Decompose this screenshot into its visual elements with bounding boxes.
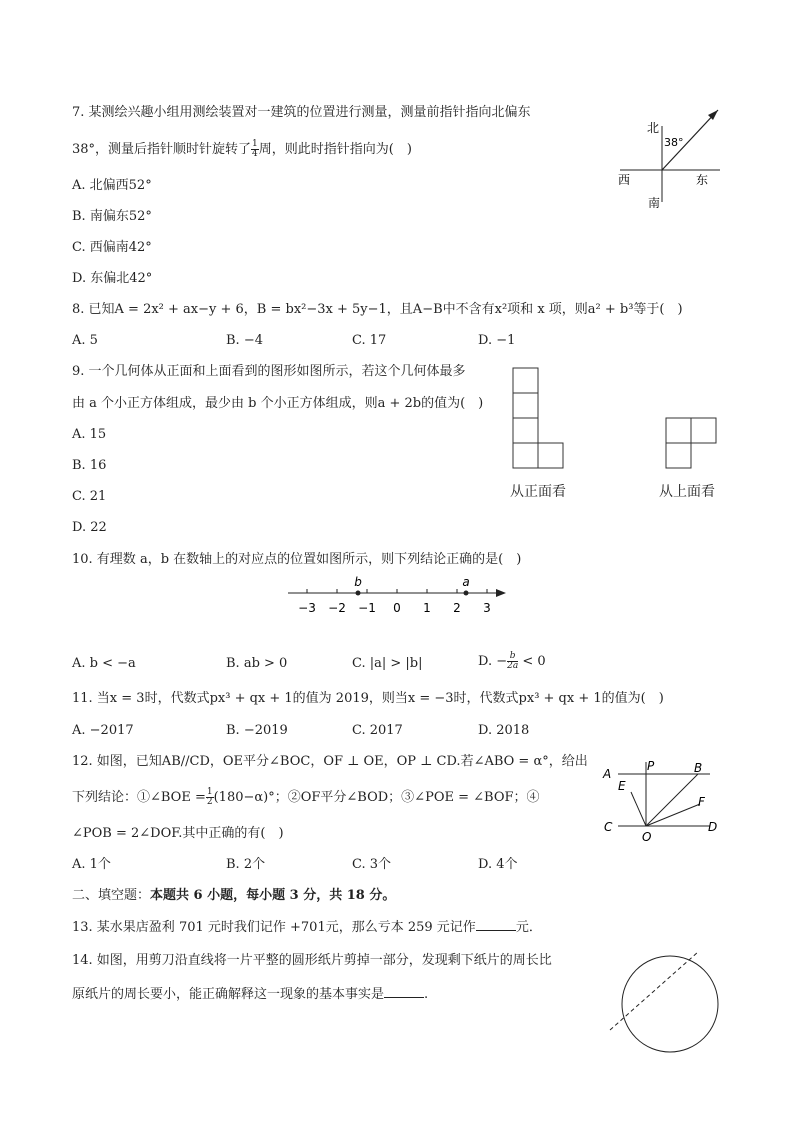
q9-top-label: 从上面看: [659, 484, 715, 500]
q9-top-view: [666, 418, 716, 468]
q9-line1: 9. 一个几何体从正面和上面看到的图形如图所示，若这个几何体最多: [72, 364, 466, 379]
q14-circle: [622, 956, 718, 1052]
q13-text-pre: 13. 某水果店盈利 701 元时我们记作 +701元，那么亏本 259 元记作: [72, 920, 476, 935]
q8-option-a: A. 5: [72, 333, 98, 348]
q7-angle-label: 38°: [664, 136, 684, 149]
q10-tick-label: −3: [298, 601, 316, 615]
q12-frac-den: 2: [206, 797, 213, 807]
q10-option-d-post: < 0: [518, 654, 546, 669]
q13-text-post: 元．: [515, 920, 542, 935]
q10-number-line: [280, 574, 512, 620]
q11-option-d: D. 2018: [478, 723, 530, 738]
q10-option-d-num: b: [507, 652, 518, 662]
q14-line2: [72, 985, 428, 1004]
q10-point-a: [464, 591, 469, 596]
q12-line2: [72, 788, 540, 807]
q9-option-b: B. 16: [72, 458, 107, 473]
q10-option-a: A. b < −a: [72, 656, 136, 671]
q8-option-c: C. 17: [352, 333, 387, 348]
q9-front-square: [513, 393, 538, 418]
section2-heading: [72, 887, 395, 905]
q9-front-view: [513, 368, 563, 468]
q12-label-e: E: [618, 779, 626, 793]
q9-top-square: [666, 443, 691, 468]
q10-tick-label: 2: [453, 601, 461, 615]
q12-ray-ob: [646, 774, 698, 826]
q10-axis-arrow: [496, 589, 506, 597]
q7-option-b: B. 南偏东52°: [72, 209, 152, 224]
q9-line2: 由 a 个小正方体组成，最少由 b 个小正方体组成，则a + 2b的值为( ): [72, 396, 484, 411]
q12-line1: 12. 如图，已知AB//CD，OE平分∠BOC，OF ⊥ OE，OP ⊥ CD.若∠ABO = α°，给出: [72, 754, 588, 769]
q7-north-label: 北: [647, 121, 660, 135]
q8-option-d: D. −1: [478, 333, 516, 348]
q14-line1: 14. 如图，用剪刀沿直线将一片平整的圆形纸片剪掉一部分，发现剩下纸片的周长比: [72, 953, 552, 968]
q12-ray-of: [646, 804, 700, 826]
q12-fraction: [206, 788, 214, 807]
q7-west-label: 西: [618, 173, 631, 187]
q12-line2-post: (180−α)°；②OF平分∠BOD；③∠POE = ∠BOF；④: [213, 790, 540, 805]
section2-instructions: 本题共 6 小题，每小题 3 分，共 18 分。: [150, 888, 396, 903]
q7-line2-pre: 38°，测量后指针顺时针旋转了: [72, 142, 252, 157]
q10-option-c: C. |a| > |b|: [352, 656, 423, 671]
q12-label-p: P: [647, 759, 655, 773]
section2-title: 二、填空题：: [72, 888, 151, 903]
q14-text-pre: 原纸片的周长要小，能正确解释这一现象的基本事实是: [72, 987, 385, 1002]
q10-option-d: [478, 652, 546, 671]
q7-line1: 7. 某测绘兴趣小组用测绘装置对一建筑的位置进行测量，测量前指针指向北偏东: [72, 105, 531, 120]
q7-option-c: C. 西偏南42°: [72, 240, 152, 255]
q11-line: 11. 当x = 3时，代数式px³ + qx + 1的值为 2019，则当x = −3时，代数式px³ + qx + 1的值为( ): [72, 691, 664, 706]
q9-front-label: 从正面看: [510, 484, 566, 500]
q9-option-a: A. 15: [72, 427, 107, 442]
q12-ray-oe: [631, 792, 646, 826]
q7-frac-num: 1: [252, 139, 258, 149]
q12-label-b: B: [694, 761, 703, 775]
q10-option-d-den: 2a: [507, 661, 519, 671]
q12-label-f: F: [698, 795, 705, 809]
q13-line: [72, 918, 542, 937]
q9-front-square: [538, 443, 563, 468]
q10-point-b: [356, 591, 361, 596]
q10-line: 10. 有理数 a，b 在数轴上的对应点的位置如图所示，则下列结论正确的是( ): [72, 552, 522, 567]
q11-option-b: B. −2019: [226, 723, 288, 738]
q7-option-d: D. 东偏北42°: [72, 271, 153, 286]
q12-line2-pre: 下列结论：①∠BOE =: [72, 790, 206, 805]
q12-option-a: A. 1个: [72, 857, 111, 872]
q10-tick-label: −1: [358, 601, 376, 615]
q10-tick-label: 0: [393, 601, 401, 615]
q8-line: 8. 已知A = 2x² + ax−y + 6，B = bx²−3x + 5y−1，且A−B中不含有x²项和 x 项，则a² + b³等于( ): [72, 302, 683, 317]
q11-option-a: A. −2017: [72, 723, 134, 738]
q10-option-d-pre: D. −: [478, 654, 508, 669]
q14-answer-blank[interactable]: [384, 985, 424, 998]
q9-top-square: [691, 418, 716, 443]
q12-option-d: D. 4个: [478, 857, 518, 872]
q12-label-c: C: [604, 820, 613, 834]
q12-frac-num: 1: [206, 787, 213, 797]
q10-option-d-fraction: [507, 652, 518, 671]
q12-label-d: D: [708, 820, 718, 834]
q12-label-a: A: [603, 767, 612, 781]
q12-option-c: C. 3个: [352, 857, 392, 872]
q12-line3: ∠POB = 2∠DOF.其中正确的有( ): [72, 826, 284, 841]
q10-label-a: a: [462, 575, 470, 589]
q12-option-b: B. 2个: [226, 857, 266, 872]
q12-label-o: O: [642, 830, 652, 844]
q10-tick-label: −2: [328, 601, 346, 615]
q14-cut-line: [610, 952, 698, 1030]
q9-option-d: D. 22: [72, 520, 107, 535]
q9-option-c: C. 21: [72, 489, 107, 504]
q9-front-square: [513, 443, 538, 468]
q13-answer-blank[interactable]: [476, 918, 516, 931]
q7-fraction: [251, 140, 259, 159]
q10-label-b: b: [354, 575, 362, 589]
q7-line2-post: 周，则此时指针指向为( ): [258, 142, 412, 157]
q7-south-label: 南: [648, 196, 661, 210]
q7-option-a: A. 北偏西52°: [72, 178, 152, 193]
q9-front-square: [513, 368, 538, 393]
q10-tick-label: 3: [483, 601, 491, 615]
q12-geometry-figure: [598, 752, 728, 844]
q8-option-b: B. −4: [226, 333, 263, 348]
q7-frac-den: 4: [252, 149, 258, 159]
q9-front-square: [513, 418, 538, 443]
q9-top-square: [666, 418, 691, 443]
q14-circle-figure: [606, 950, 724, 1060]
q7-compass-figure: [612, 104, 728, 210]
q7-east-label: 东: [696, 173, 709, 187]
q10-option-b: B. ab > 0: [226, 656, 288, 671]
q10-tick-label: 1: [423, 601, 431, 615]
q14-text-post: .: [424, 987, 429, 1002]
q11-option-c: C. 2017: [352, 723, 403, 738]
q7-line2: [72, 140, 412, 159]
